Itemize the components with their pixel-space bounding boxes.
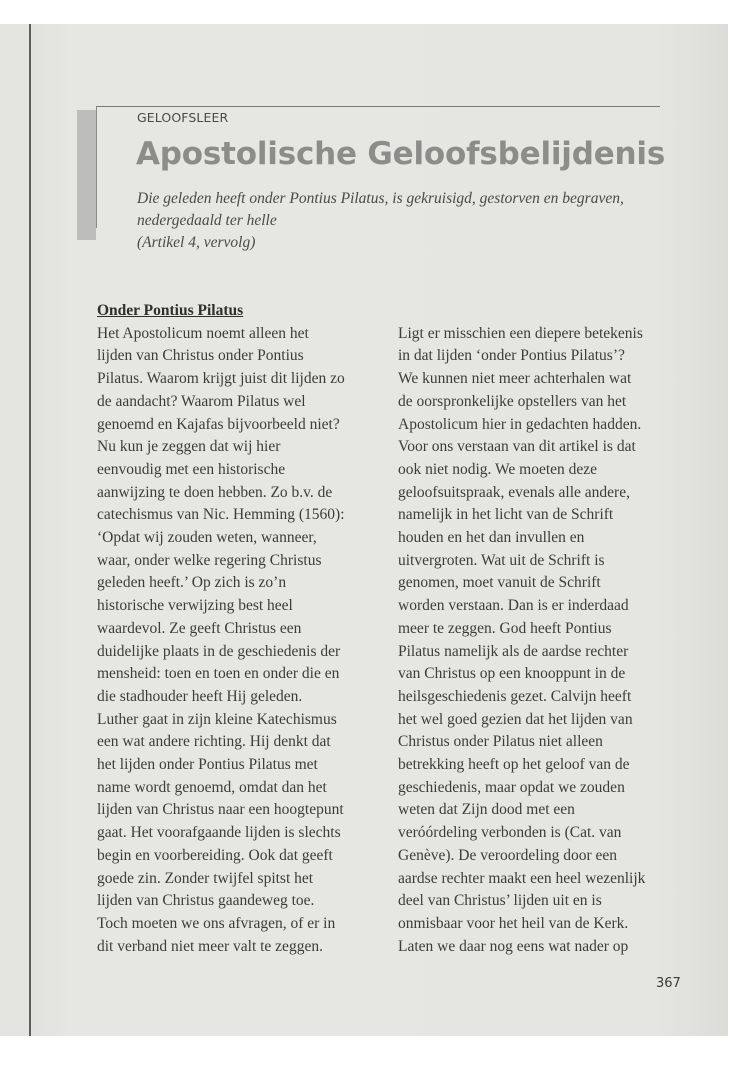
body-text-line: weten dat Zijn dood met een (398, 801, 575, 819)
header-rule (96, 106, 660, 107)
body-text-line: Laten we daar nog eens wat nader op (398, 937, 629, 955)
body-text-line: Voor ons verstaan van dit artikel is dat (398, 438, 636, 456)
body-text-line: waardevol. Ze geeft Christus een (97, 619, 302, 637)
body-text-line: catechismus van Nic. Hemming (1560): (97, 506, 345, 524)
body-text-line: een wat andere richting. Hij denkt dat (97, 733, 331, 751)
body-text-line: veróórdeling verbonden is (Cat. van (398, 824, 622, 842)
body-text-line: mensheid: toen en toen en onder die en (97, 665, 340, 683)
body-text-line: ook niet nodig. We moeten deze (398, 460, 598, 478)
body-text-line: de oorspronkelijke opstellers van het (398, 392, 627, 410)
body-text-line: betrekking heeft op het geloof van de (398, 756, 630, 774)
body-text-line: deel van Christus’ lijden uit en is (398, 892, 602, 910)
body-text-line: Het Apostolicum noemt alleen het (97, 324, 309, 342)
body-text-line: Ligt er misschien een diepere betekenis (398, 324, 643, 342)
body-text-line: Luther gaat in zijn kleine Katechismus (97, 710, 337, 728)
body-text-line: genomen, moet vanuit de Schrift (398, 574, 601, 592)
right-column (398, 323, 645, 959)
body-text-line: lijden van Christus gaandeweg toe. (97, 892, 315, 910)
section-heading: Onder Pontius Pilatus (97, 302, 244, 319)
body-text-line: worden verstaan. Dan is er inderdaad (398, 597, 629, 615)
previous-page-edge (0, 24, 30, 1036)
body-text-line: van Christus op een knooppunt in de (398, 665, 626, 683)
body-text-line: aanwijzing te doen hebben. Zo b.v. de (97, 483, 333, 501)
left-column (97, 300, 345, 958)
body-text-line: geleden heeft.’ Op zich is zo’n (97, 574, 287, 592)
body-text-line: eenvoudig met een historische (97, 460, 286, 478)
page-number: 367 (656, 976, 681, 991)
body-text-line: onmisbaar voor het heil van de Kerk. (398, 914, 629, 932)
body-text-line: genoemd en Kajafas bijvoorbeeld niet? (97, 415, 340, 433)
body-text-line: de aandacht? Waarom Pilatus wel (97, 392, 306, 410)
subtitle (137, 188, 624, 254)
body-text-line: gaat. Het voorafgaande lijden is slechts (97, 824, 341, 842)
body-text-line: geloofsuitspraak, evenals alle andere, (398, 483, 630, 501)
body-text-line: We kunnen niet meer achterhalen wat (398, 370, 632, 388)
body-text-line: lijden van Christus naar een hoogtepunt (97, 801, 344, 819)
body-text-line: name wordt genoemd, omdat dan het (97, 778, 327, 796)
body-text-line: begin en voorbereiding. Ook dat geeft (97, 846, 333, 864)
body-text-line: Pilatus. Waarom krijgt juist dit lijden zo (97, 370, 345, 388)
body-text-line: goede zin. Zonder twijfel spitst het (97, 869, 314, 887)
body-text-line: geschiedenis, maar opdat we zouden (398, 778, 625, 796)
body-text-line: dit verband niet meer valt te zeggen. (97, 937, 323, 955)
subtitle-line: (Artikel 4, vervolg) (137, 234, 256, 251)
body-text-line: Nu kun je zeggen dat wij hier (97, 438, 281, 456)
body-text-line: Pilatus namelijk als de aardse rechter (398, 642, 629, 660)
body-text-line: houden en het dan invullen en (398, 529, 585, 547)
body-text-line: Christus onder Pilatus niet alleen (398, 733, 603, 751)
body-text-line: ‘Opdat wij zouden weten, wanneer, (97, 529, 317, 547)
body-text-line: heilsgeschiedenis gezet. Calvijn heeft (398, 687, 632, 705)
body-text-line: lijden van Christus onder Pontius (97, 347, 304, 365)
body-text-line: namelijk in het licht van de Schrift (398, 506, 614, 524)
body-text-line: aardse rechter maakt een heel wezenlijk (398, 869, 646, 887)
body-text-line: meer te zeggen. God heeft Pontius (398, 619, 612, 637)
subtitle-line: Die geleden heeft onder Pontius Pilatus, is gekruisigd, gestorven en begraven, (137, 190, 624, 207)
header-vertical-rule (96, 106, 97, 228)
body-text-line: het wel goed gezien dat het lijden van (398, 710, 633, 728)
body-text-line: uitvergroten. Wat uit de Schrift is (398, 551, 605, 569)
page-title: Apostolische Geloofsbelijdenis (136, 136, 666, 172)
body-text-line: Apostolicum hier in gedachten hadden. (398, 415, 642, 433)
body-text-line: het lijden onder Pontius Pilatus met (97, 756, 318, 774)
body-text-line: die stadhouder heeft Hij geleden. (97, 687, 303, 705)
body-text-line: in dat lijden ‘onder Pontius Pilatus’? (398, 347, 625, 365)
body-text-line: duidelijke plaats in de geschiedenis der (97, 642, 341, 660)
body-text-line: waar, onder welke regering Christus (97, 551, 322, 569)
body-text-line: Genève). De veroordeling door een (398, 846, 618, 864)
body-text-line: historische verwijzing best heel (97, 597, 293, 615)
body-text-line: Toch moeten we ons afvragen, of er in (97, 914, 336, 932)
subtitle-line: nedergedaald ter helle (137, 212, 277, 229)
section-kicker: GELOOFSLEER (137, 110, 229, 125)
header-accent-bar (77, 110, 96, 240)
